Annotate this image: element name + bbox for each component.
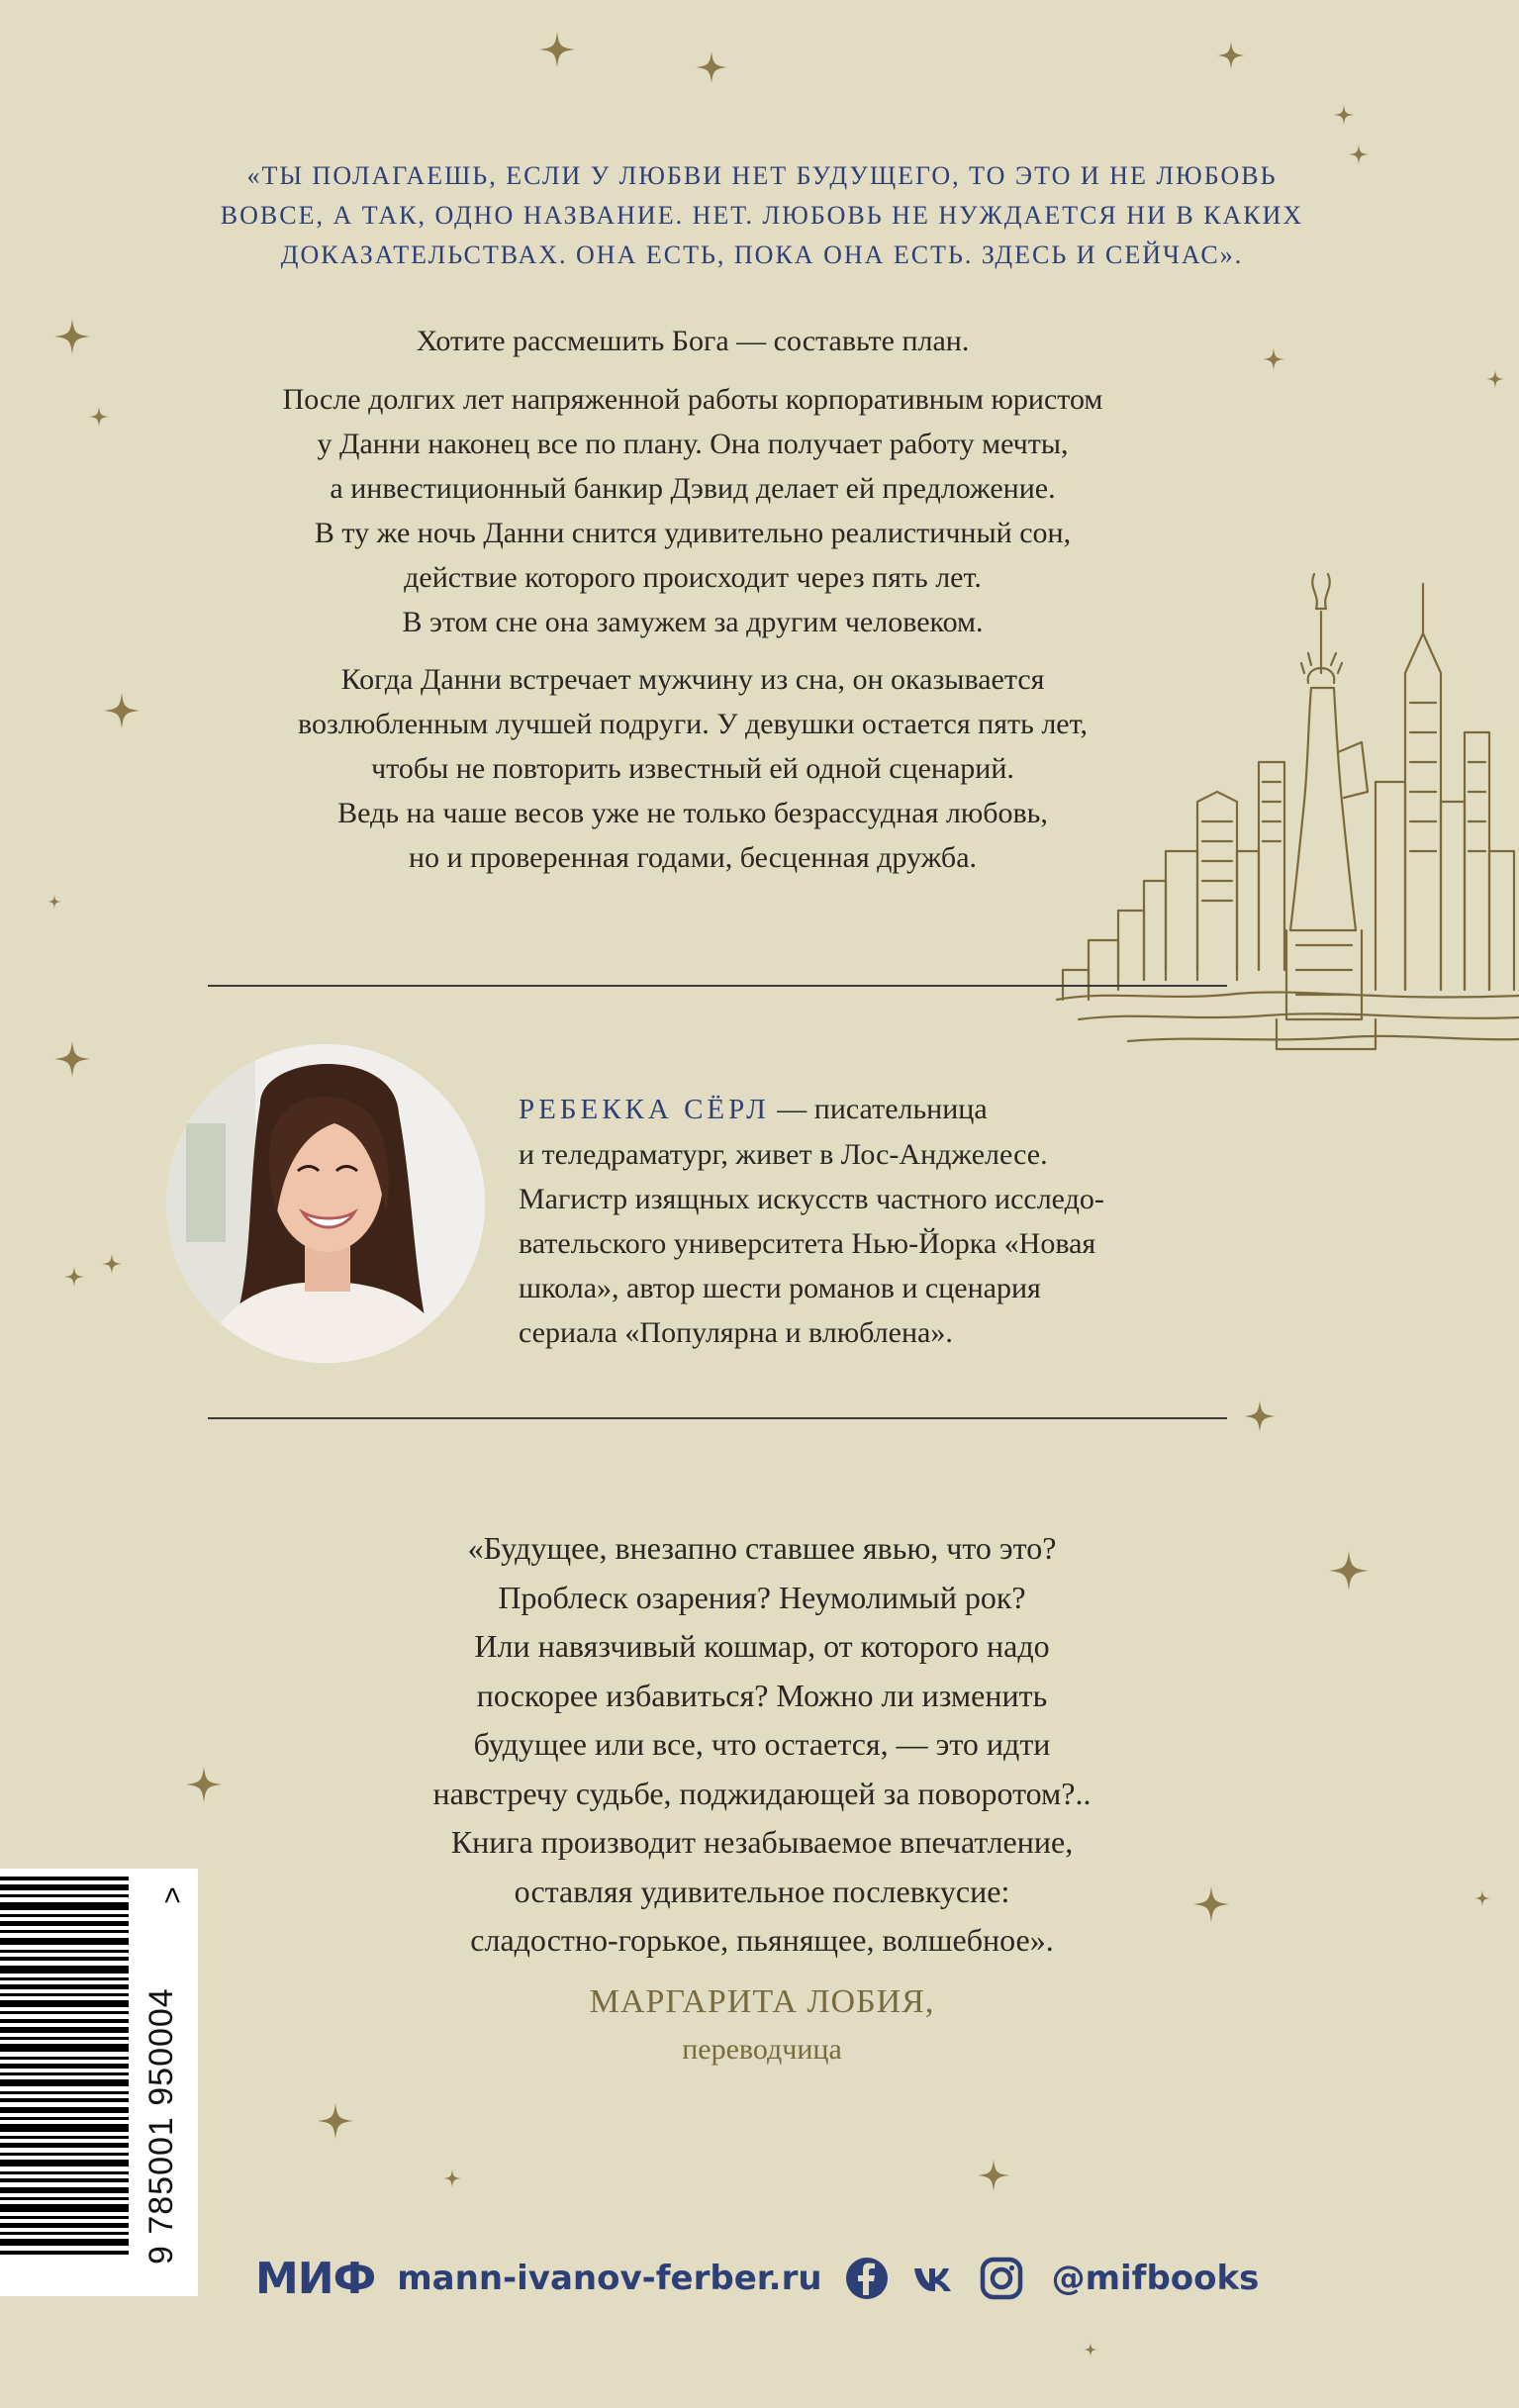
review-line: сладостно-горькое, пьянящее, волшебное».	[470, 1922, 1054, 1958]
star-icon	[696, 51, 727, 83]
author-photo	[166, 1044, 485, 1363]
star-icon	[104, 693, 140, 728]
author-bio	[519, 1087, 1221, 1355]
bio-line: и теледраматург, живет в Лос-Анджелесе.	[519, 1138, 1048, 1171]
epigraph-quote	[178, 156, 1346, 275]
star-icon	[1217, 42, 1245, 69]
text-line: но и проверенная годами, бесценная дружба.	[408, 841, 978, 874]
reviewer-role: переводчица	[682, 2033, 842, 2066]
star-icon	[978, 2160, 1009, 2191]
facebook-icon[interactable]	[844, 2256, 890, 2301]
star-icon	[1486, 370, 1504, 388]
epigraph-line: ДОКАЗАТЕЛЬСТВАХ. ОНА ЕСТЬ, ПОКА ОНА ЕСТЬ. ЗДЕСЬ И СЕЙЧАС».	[280, 241, 1244, 269]
publisher-logo: МИФ	[255, 2253, 376, 2304]
new-york-skyline-illustration	[1049, 554, 1519, 1089]
star-icon	[1244, 1400, 1276, 1432]
review-quote	[297, 1524, 1227, 1966]
star-icon	[1349, 144, 1369, 164]
epigraph-line: ВОВСЕ, А ТАК, ОДНО НАЗВАНИЕ. НЕТ. ЛЮБОВЬ НЕ НУЖДАЕТСЯ НИ В КАКИХ	[220, 201, 1304, 230]
text-line: После долгих лет напряженной работы корпоративным юристом	[282, 383, 1103, 416]
text-line: В этом сне она замужем за другим человеком.	[402, 606, 984, 638]
bio-line: вательского университета Нью-Йорка «Новая	[519, 1227, 1096, 1260]
star-icon	[539, 32, 575, 67]
star-icon	[1084, 2343, 1097, 2357]
bio-line: школа», автор шести романов и сценария	[519, 1272, 1041, 1304]
text-line: чтобы не повторить известный ей одной сценарий.	[371, 752, 1014, 785]
intro-paragraph-1	[198, 377, 1187, 644]
text-line: действие которого происходит через пять лет.	[404, 561, 982, 594]
review-line: оставляя удивительное послевкусие:	[514, 1873, 1010, 1909]
vk-icon[interactable]	[911, 2256, 957, 2301]
star-icon	[186, 1767, 222, 1802]
review-line: Книга производит незабываемое впечатление,	[450, 1824, 1074, 1860]
review-line: Или навязчивый кошмар, от которого надо	[474, 1628, 1050, 1664]
star-icon	[318, 2103, 353, 2139]
bio-line: Магистр изящных искусств частного исследо-	[519, 1183, 1104, 1215]
bio-line: сериала «Популярна и влюблена».	[519, 1316, 953, 1349]
text-line: возлюбленным лучшей подруги. У девушки остается пять лет,	[298, 708, 1088, 740]
review-line: «Будущее, внезапно ставшее явью, что это?	[467, 1530, 1057, 1566]
text-line: а инвестиционный банкир Дэвид делает ей предложение.	[330, 472, 1056, 505]
star-icon	[1334, 105, 1354, 125]
text-line: В ту же ночь Данни снится удивительно реалистичный сон,	[314, 517, 1072, 549]
section-divider	[208, 985, 1227, 987]
intro-tagline	[198, 319, 1187, 363]
star-icon	[443, 2169, 461, 2187]
publisher-url-link[interactable]: mann-ivanov-ferber.ru	[397, 2259, 822, 2298]
star-icon	[47, 895, 61, 909]
section-divider	[208, 1417, 1227, 1419]
author-role-start: — писательница	[769, 1093, 988, 1125]
star-icon	[1263, 348, 1284, 370]
author-name: РЕБЕККА СЁРЛ	[519, 1094, 770, 1125]
text-line: у Данни наконец все по плану. Она получает работу мечты,	[317, 428, 1069, 460]
star-icon	[54, 1041, 90, 1077]
author-portrait-image	[166, 1044, 485, 1363]
isbn-digits: 9 785001 950004	[142, 1987, 180, 2264]
review-line: поскорее избавиться? Можно ли изменить	[476, 1677, 1048, 1713]
star-icon	[102, 1254, 122, 1274]
star-icon	[1329, 1551, 1369, 1590]
instagram-icon[interactable]	[979, 2256, 1024, 2301]
tagline-line: Хотите рассмешить Бога — составьте план.	[416, 325, 970, 357]
text-line: Ведь на чаше весов уже не только безрассудная любовь,	[337, 797, 1048, 829]
epigraph-line: «ТЫ ПОЛАГАЕШЬ, ЕСЛИ У ЛЮБВИ НЕТ БУДУЩЕГО, ТО ЭТО И НЕ ЛЮБОВЬ	[246, 161, 1278, 190]
review-line: навстречу судьбе, поджидающей за поворотом?..	[432, 1775, 1092, 1811]
review-line: будущее или все, что остается, — это идти	[473, 1726, 1051, 1762]
text-line: Когда Данни встречает мужчину из сна, он оказывается	[340, 663, 1045, 696]
publisher-footer	[255, 2247, 1259, 2310]
review-line: Проблеск озарения? Неумолимый рок?	[498, 1579, 1026, 1615]
social-handle-link[interactable]: @mifbooks	[1051, 2259, 1260, 2298]
intro-paragraph-2	[198, 657, 1187, 880]
star-icon	[89, 407, 109, 427]
author-bio-first-line	[519, 1087, 1221, 1132]
barcode-marker: >	[155, 1886, 189, 1904]
star-icon	[54, 319, 90, 354]
star-icon	[1474, 1890, 1490, 1906]
star-icon	[64, 1267, 84, 1287]
isbn-barcode	[0, 1869, 198, 2296]
reviewer-name: МАРГАРИТА ЛОБИЯ,	[589, 1983, 935, 2020]
